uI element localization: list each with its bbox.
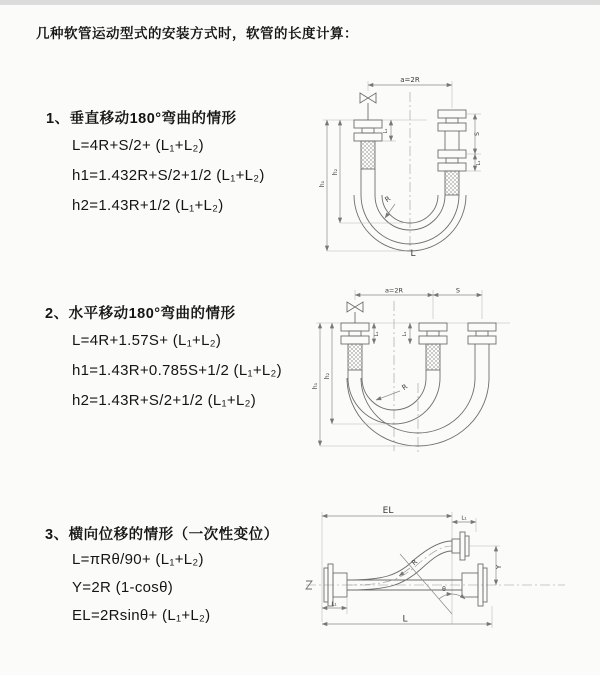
upper-flange-plate <box>460 532 465 560</box>
diagram-vertical-180-bend <box>315 72 595 257</box>
dimension-l1-bottom <box>322 598 347 614</box>
section-1-formula-L: L=4R+S/2+ (L₁+L₂) <box>72 137 204 154</box>
section-3-formula-EL: EL=2Rsinθ+ (L₁+L₂) <box>72 607 211 624</box>
section-2-formula-h1: h1=1.43R+0.785S+1/2 (L₁+L₂) <box>72 362 282 379</box>
dimension-l1-left <box>374 323 380 344</box>
label-l1-left: L₁ <box>383 128 389 134</box>
displaced-hose <box>347 532 469 590</box>
label-h2: h₂ <box>332 168 339 176</box>
valve-icon <box>347 302 363 323</box>
label-h2: h₂ <box>324 372 331 380</box>
label-el: EL <box>382 506 394 516</box>
label-h1: h₁ <box>319 180 326 188</box>
label-l1-left: L₁ <box>374 331 380 337</box>
section-2-formula-L: L=4R+1.57S+ (L₁+L₂) <box>72 332 222 349</box>
dimension-a2r <box>355 287 482 320</box>
braided-hose-section <box>361 141 375 169</box>
label-l: L <box>410 249 416 257</box>
dimension-s <box>466 114 482 171</box>
label-l1-mid: L₁ <box>402 331 408 337</box>
left-pipe-assembly <box>341 323 369 378</box>
dimension-h1 <box>312 323 415 446</box>
label-l1-bottom: L₁ <box>331 601 337 608</box>
dimension-h2 <box>324 323 392 424</box>
label-l1-top: L₁ <box>461 515 467 522</box>
dimension-l <box>322 606 492 628</box>
dimension-h1 <box>319 120 407 251</box>
dimension-l1-mid <box>402 323 410 344</box>
label-r: R <box>383 194 393 205</box>
section-3-heading: 3、横向位移的情形（一次性变位） <box>45 527 279 543</box>
label-y: Y <box>495 564 503 570</box>
section-1-formula-h1: h1=1.432R+S/2+1/2 (L₁+L₂) <box>72 167 265 184</box>
valve-icon <box>360 93 376 120</box>
radius-callout <box>376 383 409 400</box>
left-pipe-assembly <box>354 120 382 195</box>
label-r: R <box>410 557 420 568</box>
label-r: R <box>400 382 410 393</box>
section-2-formula-h2: h2=1.43R+S/2+1/2 (L₁+L₂) <box>72 392 257 409</box>
dimension-el <box>322 506 452 624</box>
middle-pipe-assembly <box>419 323 447 378</box>
page-title: 几种软管运动型式的安装方式时，软管的长度计算： <box>36 26 358 41</box>
diagram-lateral-displacement <box>300 502 600 642</box>
label-s: S <box>455 286 461 295</box>
right-pipe-assembly <box>438 110 466 195</box>
section-3-formula-L: L=πRθ/90+ (L₁+L₂) <box>72 551 204 568</box>
braided-hose-section <box>348 344 362 370</box>
label-l: L <box>402 614 408 625</box>
section-1-heading: 1、垂直移动180°弯曲的情形 <box>46 111 237 127</box>
dimension-l1-left <box>382 120 396 141</box>
label-a2r: a=2R <box>400 76 420 84</box>
scan-edge <box>0 0 600 5</box>
label-l1-right: L₁ <box>476 160 482 166</box>
diagram-horizontal-180-bend <box>310 283 600 458</box>
section-1-formula-h2: h2=1.43R+1/2 (L₁+L₂) <box>72 197 224 214</box>
label-s: S <box>474 132 481 136</box>
braided-hose-section <box>445 171 459 195</box>
label-a2r: a=2R <box>384 286 404 295</box>
braided-hose-section <box>426 344 440 370</box>
dimension-y <box>469 546 503 585</box>
upper-flange-hub <box>452 539 460 553</box>
right-pipe-assembly <box>468 323 496 378</box>
section-2-heading: 2、水平移动180°弯曲的情形 <box>45 306 236 322</box>
upper-flange-plate-2 <box>465 536 469 556</box>
dimension-l1-top <box>452 516 476 533</box>
label-h1: h₁ <box>312 382 319 390</box>
section-3-formula-Y: Y=2R (1-cosθ) <box>72 579 174 596</box>
label-theta: θ <box>442 586 446 593</box>
radius-callout <box>399 554 452 614</box>
